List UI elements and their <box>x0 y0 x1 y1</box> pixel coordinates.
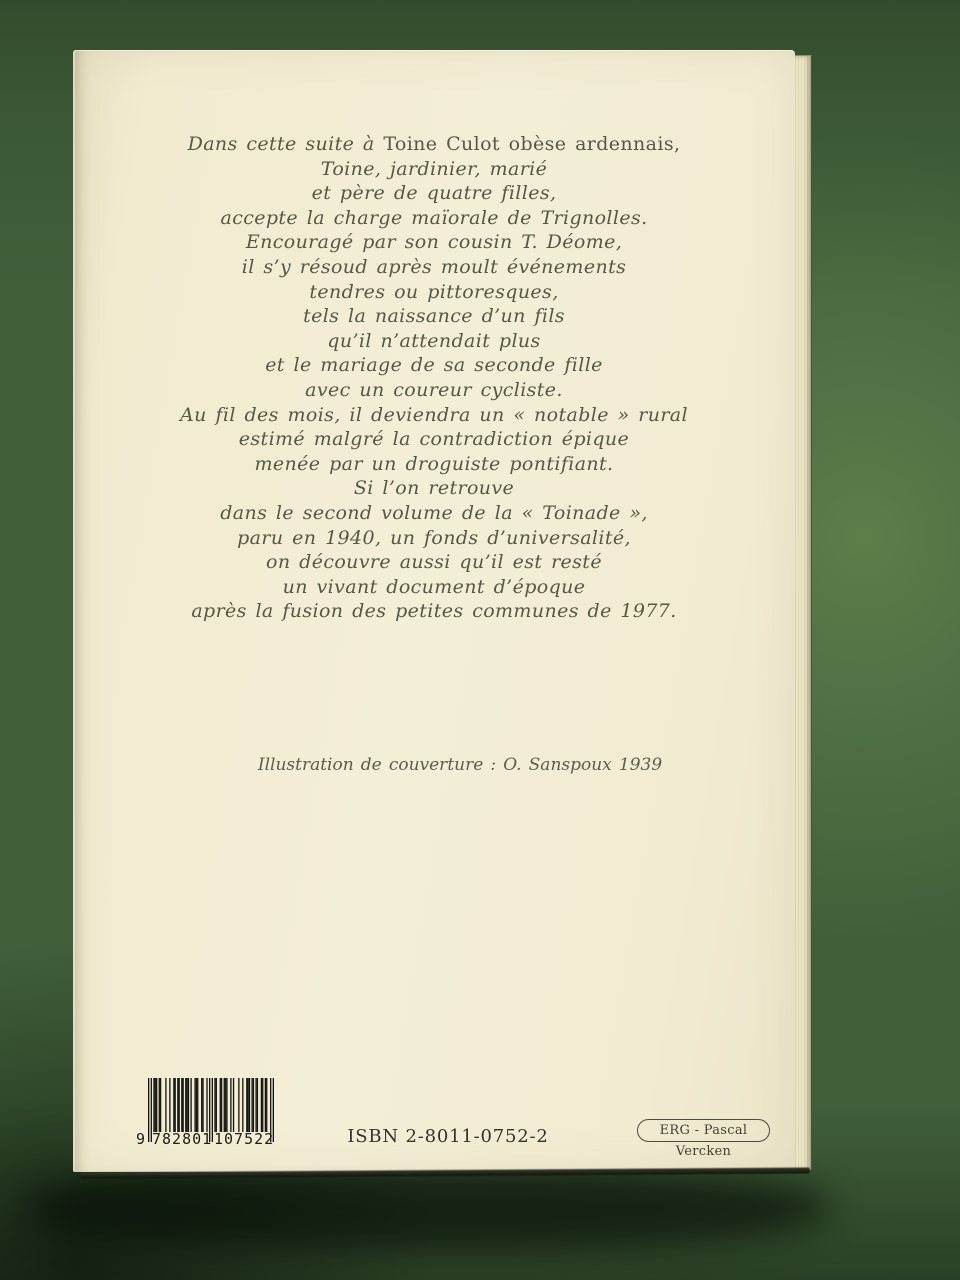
blurb-line: dans le second volume de la « Toinade », <box>220 501 648 524</box>
blurb-line: il s’y résoud après moult événements <box>241 255 627 278</box>
blurb-line: tels la naissance d’un fils <box>303 305 565 328</box>
blurb-line: qu’il n’attendait plus <box>327 329 541 352</box>
blurb-line1-italic: Dans cette suite à <box>187 133 384 155</box>
blurb-line-first <box>73 132 795 157</box>
blurb-line: tendres ou pittoresques, <box>309 280 559 303</box>
blurb-line: avec un coureur cycliste. <box>305 378 563 401</box>
book-cast-shadow <box>28 1166 828 1250</box>
barcode-digit-first: 9 <box>136 1130 146 1148</box>
blurb-line: après la fusion des petites communes de 1977. <box>191 600 677 623</box>
blurb-line: menée par un droguiste pontifiant. <box>254 452 614 475</box>
blurb-line: Si l’on retrouve <box>353 477 515 500</box>
blurb-line: estimé malgré la contradiction épique <box>238 428 630 451</box>
blurb-line: paru en 1940, un fonds d’universalité, <box>237 526 631 549</box>
barcode-digits-left: 782801 <box>152 1130 213 1148</box>
blurb-lines <box>73 157 795 624</box>
isbn-text: ISBN 2-8011-0752-2 <box>347 1126 549 1147</box>
blurb-line: un vivant document d’époque <box>282 575 586 598</box>
blurb <box>73 132 795 624</box>
blurb-line: Encouragé par son cousin T. Déome, <box>245 231 623 254</box>
blurb-line: et le mariage de sa seconde fille <box>265 354 603 377</box>
page-fore-edge <box>795 55 812 1170</box>
publisher-badge: ERG - Pascal Vercken <box>637 1119 770 1142</box>
blurb-line: Au fil des mois, il deviendra un « notable » rural <box>180 403 688 426</box>
blurb-line1-roman: Toine Culot obèse ardennais, <box>383 133 681 155</box>
cover-illustration-credit: Illustration de couverture : O. Sanspoux 1939 <box>257 755 663 775</box>
barcode <box>136 1078 276 1154</box>
barcode-digits <box>136 1128 276 1148</box>
blurb-line: et père de quatre filles, <box>311 182 557 205</box>
book-back-cover <box>73 50 795 1172</box>
blurb-line: Toine, jardinier, marié <box>320 157 548 180</box>
blurb-line: accepte la charge maïorale de Trignolles. <box>220 206 648 229</box>
blurb-line: on découvre aussi qu’il est resté <box>266 551 602 574</box>
barcode-digits-right: 107522 <box>214 1130 275 1148</box>
